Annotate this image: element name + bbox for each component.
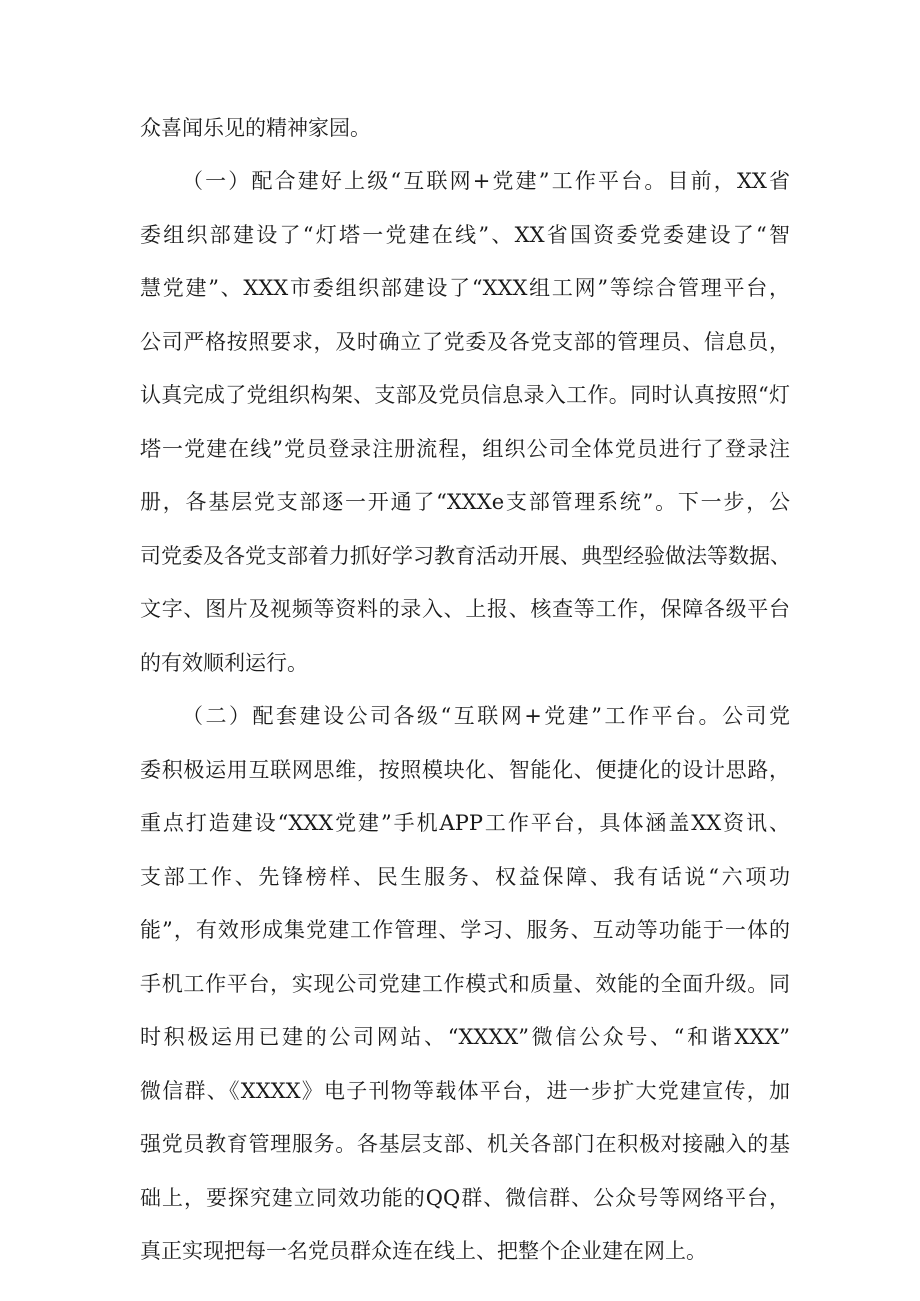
paragraph-line: 委组织部建设了“灯塔一党建在线”、XX省国资委党委建设了“智: [140, 223, 790, 247]
paragraph-line: 础上，要探究建立同效功能的QQ群、微信群、公众号等网络平台，: [140, 1186, 790, 1210]
paragraph-line: 塔一党建在线”党员登录注册流程，组织公司全体党员进行了登录注: [140, 437, 790, 461]
paragraph-line: 众喜闻乐见的精神家园。: [140, 116, 371, 140]
paragraph-line: 的有效顺利运行。: [140, 651, 308, 675]
paragraph-line: 手机工作平台，实现公司党建工作模式和质量、效能的全面升级。同: [140, 972, 790, 996]
paragraph-line: 重点打造建设“XXX党建”手机APP工作平台，具体涵盖XX资讯、: [140, 811, 790, 835]
paragraph-line: 强党员教育管理服务。各基层支部、机关各部门在积极对接融入的基: [140, 1132, 790, 1156]
paragraph-line: 文字、图片及视频等资料的录入、上报、核查等工作，保障各级平台: [140, 597, 790, 621]
section-heading-line: （二）配套建设公司各级“互联网+党建”工作平台。公司党: [182, 704, 790, 728]
paragraph-line: 册，各基层党支部逐一开通了“XXXe支部管理系统”。下一步，公: [140, 490, 790, 514]
paragraph-line: 支部工作、先锋榜样、民生服务、权益保障、我有话说“六项功: [140, 865, 790, 889]
paragraph-line: 时积极运用已建的公司网站、“XXXX”微信公众号、“和谐XXX”: [140, 1025, 790, 1049]
paragraph-line: 微信群、《XXXX》电子刊物等载体平台，进一步扩大党建宣传，加: [140, 1079, 790, 1103]
paragraph-line: 慧党建”、XXX市委组织部建设了“XXX组工网”等综合管理平台，: [140, 276, 790, 300]
paragraph-line: 司党委及各党支部着力抓好学习教育活动开展、典型经验做法等数据、: [140, 544, 791, 568]
paragraph-line: 能”，有效形成集党建工作管理、学习、服务、互动等功能于一体的: [140, 918, 790, 942]
paragraph-line: 认真完成了党组织构架、支部及党员信息录入工作。同时认真按照“灯: [140, 383, 790, 407]
paragraph-line: 真正实现把每一名党员群众连在线上、把整个企业建在网上。: [140, 1239, 707, 1263]
section-heading-line: （一）配合建好上级“互联网+党建”工作平台。目前，XX省: [182, 169, 790, 193]
paragraph-line: 公司严格按照要求，及时确立了党委及各党支部的管理员、信息员，: [140, 330, 790, 354]
paragraph-line: 委积极运用互联网思维，按照模块化、智能化、便捷化的设计思路，: [140, 758, 790, 782]
